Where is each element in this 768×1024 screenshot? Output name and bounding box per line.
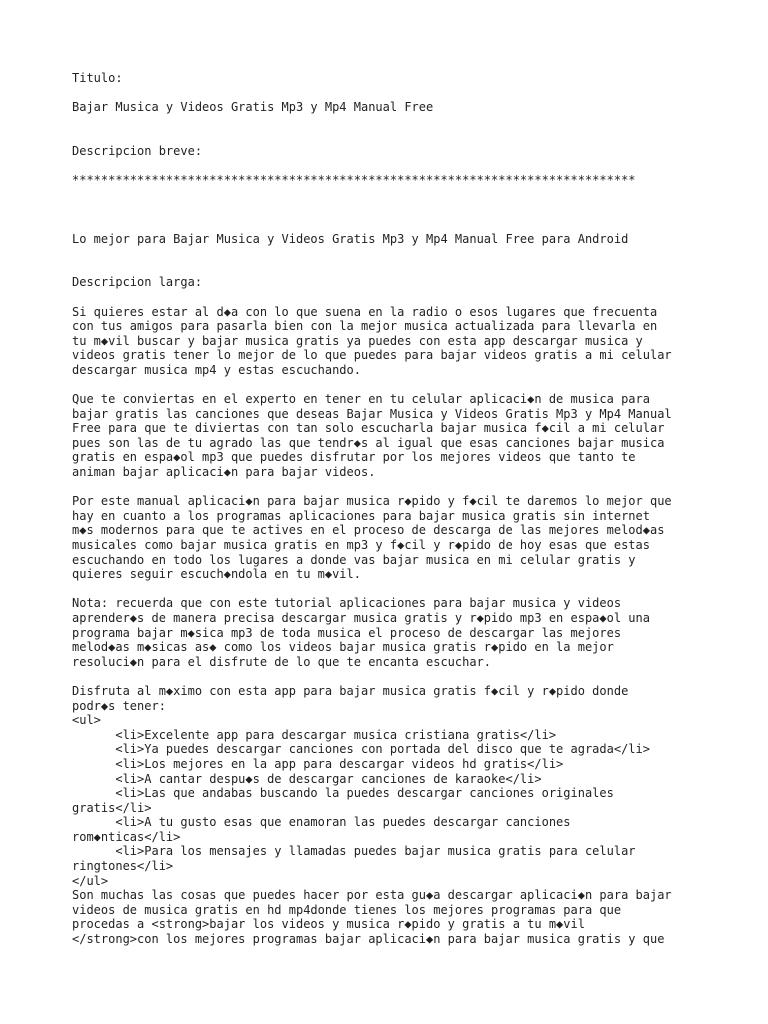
text-line: Que te conviertas en el experto en tener en tu celular aplicaci◆n de musica para — [72, 392, 650, 407]
text-line: Disfruta al m◆ximo con esta app para bajar musica gratis f◆cil y r◆pido donde — [72, 683, 629, 698]
text-line: musicales como bajar musica gratis en mp3 y f◆cil y r◆pido de hoy esas que estas — [72, 538, 650, 552]
text-line: </strong>con los mejores programas bajar aplicaci◆n para bajar musica gratis y que — [72, 932, 665, 947]
text-line: pues son las de tu agrado las que tendr◆s al igual que esas canciones bajar musica — [72, 435, 665, 450]
text-line: melod◆as m◆sicas as◆ como los videos bajar musica gratis r◆pido en la mejor — [72, 640, 614, 655]
text-line: hay en cuanto a los programas aplicaciones para bajar musica gratis sin internet — [72, 508, 650, 523]
list-item-line: <li>Excelente app para descargar musica cristiana gratis</li> — [72, 727, 557, 742]
text-line: Son muchas las cosas que puedes hacer por esta gu◆a descargar aplicaci◆n para bajar — [72, 888, 672, 903]
list-item-line: <li>A tu gusto esas que enamoran las puedes descargar canciones — [72, 815, 571, 830]
list-item-line: <li>Ya puedes descargar canciones con portada del disco que te agrada</li> — [72, 742, 650, 757]
text-line: quieres seguir escuch◆ndola en tu m◆vil. — [72, 567, 361, 582]
list-item-line: <li>Los mejores en la app para descargar videos hd gratis</li> — [72, 756, 564, 771]
list-item-line: <li>Las que andabas buscando la puedes descargar canciones originales — [72, 786, 614, 801]
paragraph-1 — [72, 305, 712, 378]
short-description: Lo mejor para Bajar Musica y Videos Gratis Mp3 y Mp4 Manual Free para Android — [72, 231, 629, 246]
document-title: Bajar Musica y Videos Gratis Mp3 y Mp4 Manual Free — [72, 100, 434, 115]
text-line: podr◆s tener: — [72, 698, 166, 713]
text-line: Free para que te diviertas con tan solo escucharla bajar musica f◆cil a mi celular — [72, 421, 665, 436]
paragraph-4 — [72, 596, 712, 669]
text-line: m◆s modernos para que te actives en el proceso de descarga de las mejores melod◆as — [72, 523, 665, 538]
text-line: programa bajar m◆sica mp3 de toda musica el proceso de descargar las mejores — [72, 625, 622, 640]
list-item-line: rom◆nticas</li> — [72, 829, 181, 844]
paragraph-5 — [72, 684, 712, 947]
text-line: animan bajar aplicaci◆n para bajar videos. — [72, 465, 376, 480]
document-page — [72, 71, 712, 947]
text-line: descargar musica mp4 y estas escuchando. — [72, 362, 361, 377]
text-line: tu m◆vil buscar y bajar musica gratis ya puedes con esta app descargar musica y — [72, 333, 643, 348]
separator-line: ****************************************************************************** — [72, 173, 636, 188]
text-line: gratis en espa◆ol mp3 que puedes disfrutar por los mejores videos que tanto te — [72, 450, 636, 465]
text-line: con tus amigos para pasarla bien con la mejor musica actualizada para llevarla en — [72, 319, 658, 334]
list-item-line: <li>Para los mensajes y llamadas puedes bajar musica gratis para celular — [72, 844, 636, 859]
text-line: aprender◆s de manera precisa descargar musica gratis y r◆pido mp3 en espa◆ol una — [72, 610, 650, 625]
text-line: procedas a <strong>bajar los videos y musica r◆pido y gratis a tu m◆vil — [72, 917, 585, 932]
list-item-line: gratis</li> — [72, 800, 152, 815]
text-line: Nota: recuerda que con este tutorial aplicaciones para bajar musica y videos — [72, 596, 622, 611]
long-description-label: Descripcion larga: — [72, 275, 203, 290]
text-line: escuchando en todo los lugares a donde vas bajar musica en mi celular gratis y — [72, 552, 636, 567]
titulo-label: Titulo: — [72, 71, 123, 85]
text-line: Si quieres estar al d◆a con lo que suena en la radio o esos lugares que frecuenta — [72, 304, 658, 319]
text-line: Por este manual aplicaci◆n para bajar musica r◆pido y f◆cil te daremos lo mejor que — [72, 494, 672, 509]
text-line: resoluci◆n para el disfrute de lo que te encanta escuchar. — [72, 654, 492, 669]
list-item-line: <li>A cantar despu◆s de descargar canciones de karaoke</li> — [72, 771, 542, 786]
list-close-tag: </ul> — [72, 873, 109, 888]
text-line: videos gratis tener lo mejor de lo que puedes para bajar videos gratis a mi celular — [72, 348, 672, 363]
paragraph-3 — [72, 494, 712, 582]
text-line: videos de musica gratis en hd mp4donde tienes los mejores programas para que — [72, 902, 622, 917]
short-description-label: Descripcion breve: — [72, 143, 203, 158]
text-line: bajar gratis las canciones que deseas Bajar Musica y Videos Gratis Mp3 y Mp4 Manual — [72, 406, 672, 421]
list-item-line: ringtones</li> — [72, 859, 174, 874]
list-open-tag: <ul> — [72, 713, 101, 728]
paragraph-2 — [72, 392, 712, 480]
